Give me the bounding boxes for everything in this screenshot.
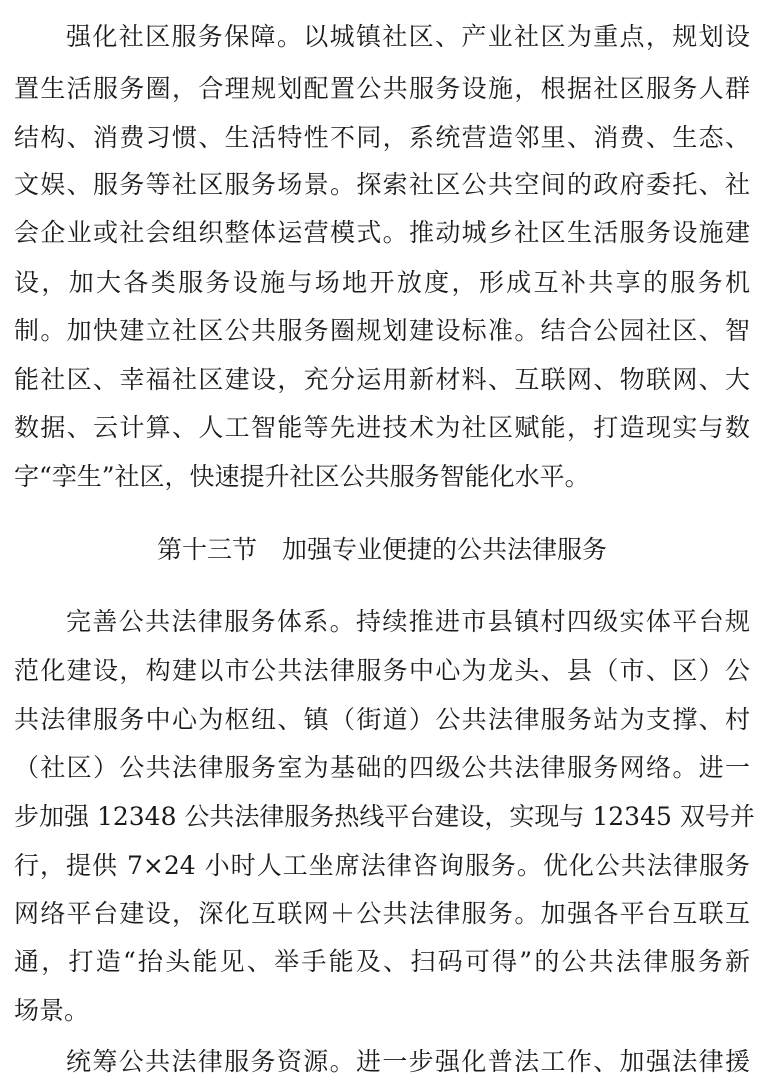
- text-line: 步加强 12348 公共法律服务热线平台建设，实现与 12345 双号并: [14, 802, 755, 831]
- text-line: 置生活服务圈，合理规划配置公共服务设施，根据社区服务人群: [14, 74, 750, 103]
- text-line: 场景。: [14, 996, 90, 1025]
- text-line: 共法律服务中心为枢纽、镇（街道）公共法律服务站为支撑、村: [14, 705, 750, 734]
- section-heading: 第十三节 加强专业便捷的公共法律服务: [156, 535, 607, 564]
- text-line: 范化建设，构建以市公共法律服务中心为龙头、县（市、区）公: [14, 656, 750, 685]
- text-line: 能社区、幸福社区建设，充分运用新材料、互联网、物联网、大: [14, 365, 750, 394]
- text-line: 网络平台建设，深化互联网＋公共法律服务。加强各平台互联互: [14, 899, 750, 928]
- text-line: 会企业或社会组织整体运营模式。推动城乡社区生活服务设施建: [14, 218, 750, 247]
- text-line: 通，打造“抬头能见、举手能及、扫码可得”的公共法律服务新: [14, 947, 750, 976]
- text-line: 统筹公共法律服务资源。进一步强化普法工作、加强法律援: [66, 1047, 750, 1076]
- text-line: 设，加大各类服务设施与场地开放度，形成互补共享的服务机: [14, 268, 750, 297]
- text-line: （社区）公共法律服务室为基础的四级公共法律服务网络。进一: [14, 753, 750, 782]
- text-line: 文娱、服务等社区服务场景。探索社区公共空间的政府委托、社: [14, 170, 750, 199]
- text-line: 制。加快建立社区公共服务圈规划建设标准。结合公园社区、智: [14, 316, 750, 345]
- text-line: 字“孪生”社区，快速提升社区公共服务智能化水平。: [14, 462, 590, 491]
- text-line: 完善公共法律服务体系。持续推进市县镇村四级实体平台规: [66, 607, 750, 636]
- text-line: 强化社区服务保障。以城镇社区、产业社区为重点，规划设: [66, 22, 750, 51]
- text-line: 数据、云计算、人工智能等先进技术为社区赋能，打造现实与数: [14, 413, 750, 442]
- text-line: 行，提供 7×24 小时人工坐席法律咨询服务。优化公共法律服务: [14, 851, 750, 880]
- text-line: 结构、消费习惯、生活特性不同，系统营造邻里、消费、生态、: [14, 123, 750, 152]
